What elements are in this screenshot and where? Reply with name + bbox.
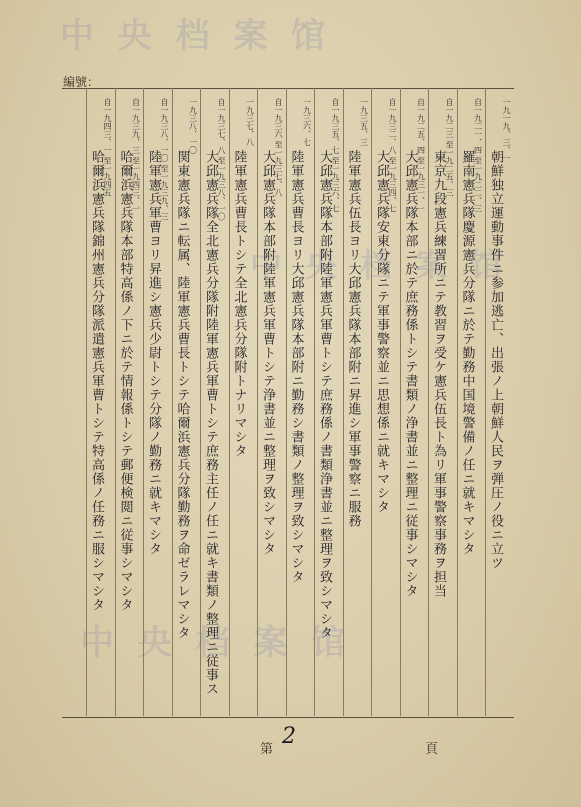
archive-watermark-middle: 中 央 档 案 馆: [250, 246, 509, 284]
entry-text: 大邱憲兵隊本部附陸軍憲兵軍曹トシテ浄書並ニ整理ヲ致シマシタ: [260, 150, 275, 556]
entry-date: 自一九四三、一 至一九四五: [103, 98, 112, 197]
column-rule: [457, 88, 458, 716]
column-rule: [86, 88, 87, 716]
archive-watermark-bottom: 中 央 档 案 馆: [80, 623, 352, 663]
entry-date: 自一九二五、四 至一九三一、一: [416, 98, 426, 213]
entry-text: 哈爾浜憲兵隊本部特高係ノ下ニ於テ情報係トシテ郵便検閲ニ従事シマシタ: [117, 150, 133, 612]
column-rule: [200, 88, 201, 716]
entry-text: 哈爾浜憲兵隊錦州憲兵分隊派遣憲兵軍曹トシテ特高係ノ任務ニ服シマシタ: [89, 150, 104, 612]
column-rule: [343, 88, 344, 716]
entry-date: 自一九三二、八 至一九三四、七: [388, 98, 397, 213]
page-number: 2: [282, 724, 296, 749]
entry-text: 大邱憲兵隊本部附陸軍憲兵軍曹トシテ庶務係ノ書類浄書並ニ整理ヲ致シマシタ: [317, 150, 332, 640]
entry-date: 一九三六、七: [302, 98, 312, 146]
column-rule: [286, 88, 287, 716]
column-rule: [314, 88, 315, 716]
column-rule: [400, 88, 401, 716]
column-rule: [257, 88, 258, 716]
column-rule: [428, 88, 429, 716]
entry-date: 一九三八、一〇: [188, 98, 198, 154]
entry-text: 陸軍憲兵伍長ヨリ大邱憲兵隊本部附ニ昇進シ軍事警察ニ服務: [345, 150, 361, 528]
entry-date: 自一九二一、四 至一九二二、三: [473, 98, 483, 213]
entry-date: 自一九二三 至一九二五、三: [445, 98, 454, 197]
entry-text: 東京九段憲兵練習所ニテ教習ヲ受ケ憲兵伍長ト為リ軍事警察事務ヲ担当: [431, 150, 446, 598]
entry-date: 一九一九、三、一: [502, 98, 511, 162]
page-prefix-label: 第: [260, 742, 274, 757]
archive-watermark-top: 中 央 档 案 馆: [60, 16, 332, 56]
entry-text: 陸軍憲兵軍曹ヨリ昇進シ憲兵少尉トシテ分隊ノ勤務ニ就キマシタ: [146, 150, 161, 556]
entry-date: 自一九三九、三 至一九四三、一: [131, 98, 141, 213]
column-rule: [115, 88, 116, 716]
column-rule: [485, 88, 486, 716]
entry-text: 羅南憲兵隊慶源憲兵分隊ニ於テ勤務中国境警備ノ任ニ就キマシタ: [459, 150, 475, 556]
entry-date: 自一九三五、七 至一九三六、七: [331, 98, 340, 213]
column-rule: [371, 88, 372, 716]
entry-date: 一九三五、三: [359, 98, 369, 146]
entry-text: 大邱憲兵隊全北憲兵分隊附陸軍憲兵軍曹トシテ庶務主任ノ任ニ就キ書類ノ整理ニ従事ス: [203, 150, 218, 696]
column-rule: [143, 88, 144, 716]
entry-date: 自一九三七、八 至一九三八、一〇: [217, 98, 226, 221]
serial-number-label: 編號：: [63, 75, 100, 89]
entry-date: 自一九三六 至一九三七、八: [274, 98, 283, 197]
entry-date: 自一九三八、一〇 至一九三九、三: [160, 98, 169, 221]
column-rule: [172, 88, 173, 716]
entry-text: 大邱憲兵隊安東分隊ニテ軍事警察並ニ思想係ニ就キマシタ: [374, 150, 389, 514]
entry-text: 関東憲兵隊ニ転属、陸軍憲兵曹長トシテ哈爾浜憲兵分隊勤務ヲ命ゼラレマシタ: [174, 150, 190, 640]
entry-text: 陸軍憲兵曹長ヨリ大邱憲兵隊本部附ニ勤務シ書類ノ整理ヲ致シマシタ: [288, 150, 304, 584]
column-rule: [229, 88, 230, 716]
entry-text: 大邱憲兵隊本部ニ於テ庶務係トシテ書類ノ浄書並ニ整理ニ従事シマシタ: [402, 150, 418, 598]
entry-text: 朝鮮独立運動事件ニ参加逃亡、出張ノ上朝鮮人民ヲ弾圧ノ役ニ立ツ: [488, 150, 503, 570]
page-suffix-label: 頁: [425, 742, 439, 757]
entry-date: 一九三七、八: [245, 98, 255, 146]
entry-text: 陸軍憲兵曹長トシテ全北憲兵分隊附トナリマシタ: [231, 150, 247, 458]
